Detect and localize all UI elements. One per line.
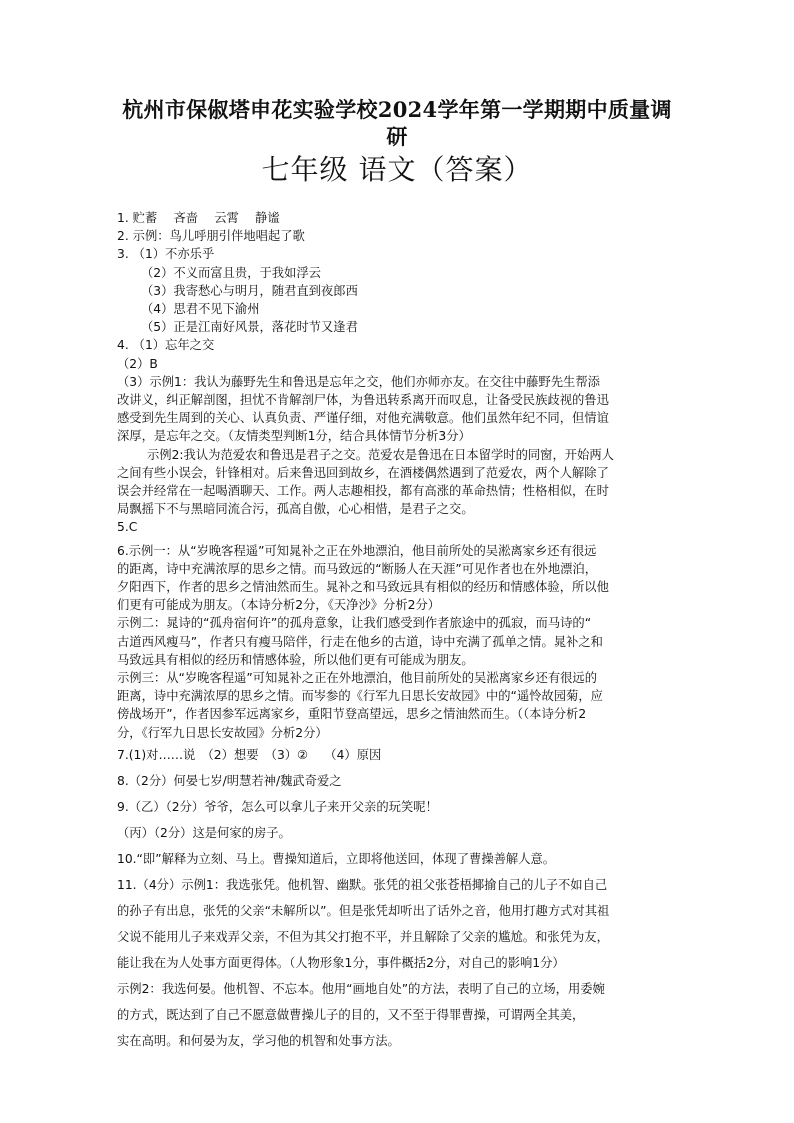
answer-line: 父说不能用儿子来戏弄父亲，不但为其父打抱不平，并且解除了父亲的尴尬。和张凭为友，: [117, 929, 609, 944]
answer-line: 1. 贮蓄 吝啬 云霄 静谧: [117, 211, 280, 225]
answer-line: 4. （1）忘年之交: [117, 338, 215, 353]
answer-line: （5）正是江南好风景，落花时节又逢君: [141, 320, 358, 335]
answer-line: 改讲义，纠正解剖图，担忧不肯解剖尸体，为鲁迅转系离开而叹息，让备受民族歧视的鲁迅: [117, 393, 609, 408]
answer-line: （3）我寄愁心与明月，随君直到夜郎西: [141, 283, 358, 298]
answer-line: （2）不义而富且贵，于我如浮云: [141, 265, 321, 280]
answer-line: 3. （1）不亦乐乎: [117, 247, 215, 262]
title-line-1: 杭州市保俶塔申花实验学校2024学年第一学期期中质量调: [122, 97, 672, 122]
answer-body: [117, 209, 677, 1054]
answer-line: 的孙子有出息，张凭的父亲“未解所以”。但是张凭却听出了话外之音，他用打趣方式对其祖: [117, 903, 610, 918]
answer-line: 8.（2分）何晏七岁/明慧若神/魏武奇爱之: [117, 773, 342, 788]
answer-line: 示例三：从“岁晚客程遥”可知晁补之正在外地漂泊，他目前所处的吴淞离家乡还有很远的: [117, 671, 598, 686]
answer-line: （2）B: [117, 356, 158, 371]
answer-line: 傍战场开”，作者因参军远离家乡，重阳节登高望远，思乡之情油然而生。（（本诗分析2: [117, 707, 587, 722]
document-title: [100, 96, 694, 150]
answer-line: 7.(1)对……说 （2）想要 （3）② （4）原因: [117, 747, 382, 762]
answer-line: 夕阳西下，作者的思乡之情油然而生。晁补之和马致远具有相似的经历和情感体验，所以他: [117, 580, 609, 595]
answer-line: 们更有可能成为朋友。（本诗分析2分，《天净沙》分析2分）: [117, 598, 441, 613]
document-subtitle: 七年级 语文（答案）: [261, 153, 533, 186]
answer-line: 10.“即”解释为立刻、马上。曹操知道后，立即将他送回，体现了曹操善解人意。: [117, 851, 556, 866]
answer-line: 误会并经常在一起喝酒聊天、工作。两人志趣相投，都有高涨的革命热情；性格相似，在时: [117, 484, 609, 499]
answer-line: 实在高明。和何晏为友，学习他的机智和处事方法。: [117, 1033, 400, 1048]
answer-line: 之间有些小误会，针锋相对。后来鲁迅回到故乡，在酒楼偶然遇到了范爱农，两个人解除了: [117, 465, 609, 480]
answer-line: 5.C: [117, 520, 138, 535]
answer-line: 局飘摇下不与黑暗同流合污，孤高自傲，心心相惜，是君子之交。: [117, 502, 474, 517]
answer-line: （4）思君不见下渝州: [141, 302, 260, 317]
answer-line: 的距离，诗中充满浓厚的思乡之情。而马致远的“断肠人在天涯”可见作者也在外地漂泊，: [117, 561, 598, 576]
answer-line: 马致远具有相似的经历和情感体验，所以他们更有可能成为朋友。: [117, 652, 474, 667]
answer-line: （3）示例1：我认为藤野先生和鲁迅是忘年之交，他们亦师亦友。在交往中藤野先生帮添: [117, 374, 600, 389]
answer-line: 深厚，是忘年之交。（友情类型判断1分，结合具体情节分析3分）: [117, 429, 471, 444]
answer-line: 的方式，既达到了自己不愿意做曹操儿子的目的，又不至于得罪曹操，可谓两全其美，: [117, 1007, 585, 1022]
answer-line: 古道西风瘦马”，作者只有瘦马陪伴，行走在他乡的古道，诗中充满了孤单之情。晁补之和: [117, 634, 603, 649]
answer-line: 2. 示例：鸟儿呼朋引伴地唱起了歌: [117, 229, 305, 244]
answer-line: 能让我在为人处事方面更得体。（人物形象1分，事件概括2分，对自己的影响1分）: [117, 955, 565, 970]
answer-line: 分，《行军九日思长安故园》分析2分）: [117, 725, 328, 740]
answer-line: 感受到先生周到的关心、认真负责、严谨仔细，对他充满敬意。他们虽然年纪不同，但情谊: [117, 411, 609, 426]
answer-line: 距离，诗中充满浓厚的思乡之情。而岑参的《行军九日思长安故园》中的“遥怜故园菊，应: [117, 689, 603, 704]
answer-line: 11.（4分）示例1：我选张凭。他机智、幽默。张凭的祖父张苍梧揶揄自己的儿子不如自己: [117, 877, 608, 892]
answer-line: （丙）（2分）这是何家的房子。: [117, 825, 291, 840]
answer-line: 示例二：晁诗的“孤舟宿何许”的孤舟意象，让我们感受到作者旅途中的孤寂，而马诗的“: [117, 616, 592, 631]
answer-line: 示例2：我选何晏。他机智、不忘本。他用“画地自处”的方法，表明了自己的立场，用委婉: [117, 981, 605, 996]
answer-line: 6.示例一：从“岁晚客程遥”可知晁补之正在外地漂泊，他目前所处的吴淞离家乡还有很远: [117, 543, 597, 558]
answer-line: 示例2:我认为范爱农和鲁迅是君子之交。范爱农是鲁迅在日本留学时的同窗，开始两人: [147, 447, 614, 462]
answer-line: 9.（乙）（2分）爷爷，怎么可以拿儿子来开父亲的玩笑呢！: [117, 799, 438, 814]
title-line-1-cont: 研: [386, 124, 408, 149]
